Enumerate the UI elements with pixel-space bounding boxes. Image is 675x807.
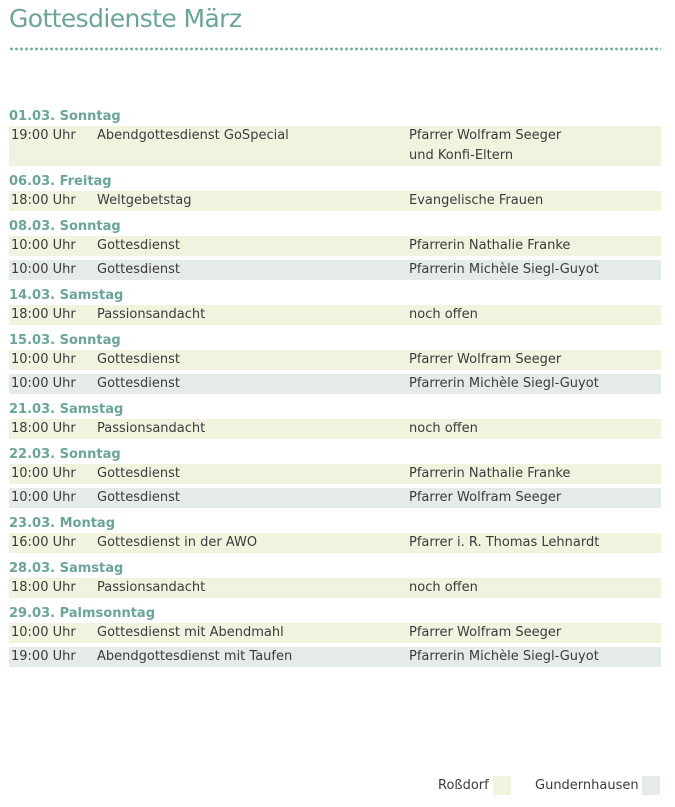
service-time: 10:00 Uhr — [11, 352, 76, 367]
service-event: Passionsandacht — [97, 421, 206, 436]
service-event: Gottesdienst mit Abendmahl — [97, 625, 284, 640]
legend-label-rossdorf: Roßdorf — [438, 778, 489, 793]
service-schedule — [9, 105, 661, 671]
service-event: Passionsandacht — [97, 580, 206, 595]
day-heading: 14.03. Samstag — [9, 288, 124, 303]
service-row — [9, 260, 661, 280]
service-person: noch offen — [409, 307, 478, 322]
service-person: Pfarrerin Nathalie Franke — [409, 238, 571, 253]
service-row — [9, 647, 661, 667]
service-row — [9, 488, 661, 508]
service-person: Pfarrerin Michèle Siegl-Guyot — [409, 649, 599, 664]
service-event: Weltgebetstag — [97, 193, 192, 208]
service-event: Gottesdienst — [97, 466, 180, 481]
legend-swatch-gundernhausen — [642, 776, 660, 795]
service-event: Gottesdienst — [97, 490, 180, 505]
service-row — [9, 578, 661, 598]
service-row — [9, 305, 661, 325]
service-person: Pfarrerin Nathalie Franke — [409, 466, 571, 481]
day-heading: 06.03. Freitag — [9, 174, 112, 189]
legend-swatch-rossdorf — [493, 776, 511, 795]
service-person: Pfarrer Wolfram Seeger — [409, 625, 562, 640]
service-event: Gottesdienst — [97, 262, 180, 277]
service-time: 10:00 Uhr — [11, 262, 76, 277]
service-event: Gottesdienst in der AWO — [97, 535, 258, 550]
service-time: 10:00 Uhr — [11, 376, 76, 391]
service-person: Pfarrerin Michèle Siegl-Guyot — [409, 376, 599, 391]
dotted-divider — [9, 47, 661, 51]
day-heading: 08.03. Sonntag — [9, 219, 121, 234]
day-heading: 22.03. Sonntag — [9, 447, 121, 462]
day-heading: 01.03. Sonntag — [9, 109, 121, 124]
service-event: Gottesdienst — [97, 352, 180, 367]
service-event: Passionsandacht — [97, 307, 206, 322]
service-time: 10:00 Uhr — [11, 238, 76, 253]
service-row — [9, 623, 661, 643]
service-event: Abendgottesdienst mit Taufen — [97, 649, 293, 664]
service-time: 10:00 Uhr — [11, 466, 76, 481]
service-row — [9, 419, 661, 439]
day-heading: 21.03. Samstag — [9, 402, 124, 417]
day-heading: 29.03. Palmsonntag — [9, 606, 156, 621]
service-person: Pfarrerin Michèle Siegl-Guyot — [409, 262, 599, 277]
service-event: Gottesdienst — [97, 238, 180, 253]
service-time: 10:00 Uhr — [11, 490, 76, 505]
service-person: Evangelische Frauen — [409, 193, 544, 208]
service-person: Pfarrer i. R. Thomas Lehnardt — [409, 535, 600, 550]
service-time: 18:00 Uhr — [11, 580, 76, 595]
service-row — [9, 191, 661, 211]
day-heading: 28.03. Samstag — [9, 561, 124, 576]
service-row — [9, 374, 661, 394]
service-event: Gottesdienst — [97, 376, 180, 391]
service-time: 16:00 Uhr — [11, 535, 76, 550]
day-heading: 15.03. Sonntag — [9, 333, 121, 348]
service-time: 18:00 Uhr — [11, 421, 76, 436]
legend-label-gundernhausen: Gundernhausen — [535, 778, 639, 793]
service-time: 18:00 Uhr — [11, 307, 76, 322]
service-person: Pfarrer Wolfram Seeger — [409, 490, 562, 505]
service-event: Abendgottesdienst GoSpecial — [97, 128, 289, 143]
service-row — [9, 350, 661, 370]
service-row — [9, 533, 661, 553]
service-person: noch offen — [409, 580, 478, 595]
day-heading: 23.03. Montag — [9, 516, 115, 531]
service-person: Pfarrer Wolfram Seeger — [409, 352, 562, 367]
service-time: 18:00 Uhr — [11, 193, 76, 208]
page-title: Gottesdienste März — [9, 4, 242, 33]
service-time: 19:00 Uhr — [11, 128, 76, 143]
service-time: 19:00 Uhr — [11, 649, 76, 664]
service-time: 10:00 Uhr — [11, 625, 76, 640]
service-row — [9, 464, 661, 484]
service-person: Pfarrer Wolfram Seeger und Konfi-Eltern — [409, 128, 562, 163]
service-row — [9, 126, 661, 166]
service-person: noch offen — [409, 421, 478, 436]
service-row — [9, 236, 661, 256]
